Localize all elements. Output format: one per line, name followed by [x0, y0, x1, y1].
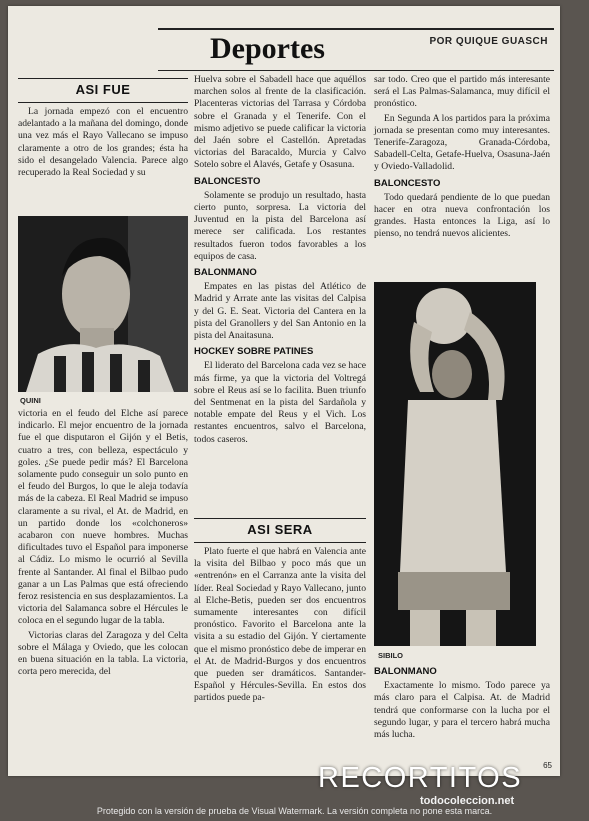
sibilo-caption: SIBILO: [378, 651, 404, 660]
column-2: [194, 74, 366, 448]
section-masthead: [158, 28, 554, 71]
asi-sera-intro: Plato fuerte el que habrá en Valencia ante la visita del Bilbao y poco más que un «entrenón» en el Carranza ante la visita del líder. Real Sociedad y Rayo Vallecano, junto al Elche-Betis, pueden ser dos encuentros sumamente interesantes con difícil pronóstico. Favorito el Barcelona ante la visita a su estadio del Gijón. Y ciertamente que el mismo pronóstico debe de imperar en el At. de Madrid-Burgos y dos encuentros que pueden ser dramáticos. Santander-Español y Hércules-Sevilla. En estos dos partidos puede pa-: [194, 546, 366, 704]
recortitos-watermark: RECORTITOS: [318, 762, 523, 794]
asi-fue-col2-paragraph: Huelva sobre el Sabadell hace que aquéllos marchen solos al frente de la clasificación. Placenteras victorias del Tarrasa y Córdoba sobre el Granada y el Tenerife. Con el mismo adjetivo se puede calificar la victoria del Jaén sobre el Castellón. Apretadas victorias del Baracaldo, Murcia y Calvo Sotelo sobre el Alavés, Getafe y Osasuna.: [194, 74, 366, 171]
column-1-bottom: [18, 408, 188, 680]
asi-fue-balonmano-text: Empates en las pistas del Atlético de Madrid y Arrate ante las visitas del Calpisa y del G. E. Seat. Victoria del Cantera en la pista del Granollers y del San Antonio en la pista del Anaitasuna.: [194, 281, 366, 342]
asi-sera-col3-top: sar todo. Creo que el partido más interesante será el Las Palmas-Salamanca, muy difícil el pronóstico.: [374, 74, 550, 110]
asi-fue-hockey-heading: HOCKEY SOBRE PATINES: [194, 346, 314, 358]
asi-fue-rule-top: [18, 78, 188, 79]
column-2-bottom: [194, 546, 366, 707]
quini-caption: QUINI: [20, 396, 41, 405]
asi-fue-rule-bottom: [18, 102, 188, 103]
asi-sera-rule-bottom: [194, 542, 366, 543]
asi-fue-balonmano-heading: BALONMANO: [194, 267, 257, 279]
asi-fue-hockey-text: El liderato del Barcelona cada vez se hace más firme, ya que la victoria del Voltregá sobre el Reus así se lo facilita. Buen triunfo del Sentmenat en la pista del Sardañola y notable empate del Reus y el Vich. Los restantes encuentros, salvo el Barcelona, todos caseros.: [194, 360, 366, 445]
sibilo-photo: [374, 282, 536, 646]
column-1-top: [18, 106, 188, 181]
watermark-footer-note: Protegido con la versión de prueba de Visual Watermark. La versión completa no pone esta marca.: [96, 806, 493, 816]
column-3-bottom: [374, 666, 550, 743]
asi-sera-baloncesto-heading: BALONCESTO: [374, 177, 441, 189]
asi-sera-balonmano-heading: BALONMANO: [374, 666, 437, 677]
quini-illustration: [18, 216, 188, 392]
todocoleccion-watermark: todocoleccion.net: [420, 795, 515, 807]
sibilo-illustration: [374, 282, 536, 646]
asi-fue-baloncesto-heading: BALONCESTO: [194, 175, 261, 187]
asi-fue-baloncesto-text: Solamente se produjo un resultado, hasta cierto punto, sorpresa. La victoria del Juventud en la pista del Barcelona así merece ser calificada. Los restantes resultados fueron todos favorables a los equipos de casa.: [194, 189, 366, 262]
page-number: 65: [543, 761, 552, 770]
asi-fue-col1-paragraph-1: victoria en el feudo del Elche así parece indicarlo. El mejor encuentro de la jornada fue el que disputaron el Gijón y el Betis, cuatro a tres, con belleza, espectáculo y goles. ¿Se puede pedir más? El Barcelona solamente pudo conseguir un solo punto en el feudo del Burgos, lo que le aleja todavía más de la cabeza. El Real Madrid se impuso claramente a su rival, el At. de Madrid, en un partido donde los «colchoneros» acabaron con nueve hombres. Muchas dificultades tuvo el Español para imponerse al Cádiz. Lo mismo le ocurrió al Sevilla frente al Santander. Al final el Bilbao pudo ganar a un Las Palmas que está ofreciendo feroz resistencia en sus desplazamientos. La victoria del Salamanca sobre el Hércules le coloca en el segundo lugar de la tabla.: [18, 408, 188, 627]
asi-sera-segunda: En Segunda A los partidos para la próxima jornada se presentan como muy interesantes. Tenerife-Zaragoza, Granada-Córdoba, Sabadell-Celta, Getafe-Huelva, Osasuna-Jaén y Oviedo-Valladolid.: [374, 112, 550, 173]
magazine-page: [8, 6, 560, 776]
asi-sera-title: ASI SERA: [247, 522, 313, 537]
asi-sera-balonmano-text: Exactamente lo mismo. Todo parece ya más claro para el Calpisa. At. de Madrid tendrá que conformarse con la lucha por el segundo lugar, y para el tercero habrá mucha más lucha.: [374, 680, 550, 741]
asi-sera-baloncesto-text: Todo quedará pendiente de lo que puedan hacer en otra nueva confrontación los grandes. Hasta entonces la Liga, así lo pienso, no tendrá nuevos alicientes.: [374, 191, 550, 240]
column-3: [374, 74, 550, 243]
quini-photo: [18, 216, 188, 392]
section-title: Deportes: [210, 32, 325, 65]
asi-fue-intro: La jornada empezó con el encuentro adelantado a la mañana del domingo, donde una vez más el Rayo Vallecano se impuso claramente a otro de los grandes; ésta ha sido el desangelado Valencia. Parece algo recuperado la Real Sociedad y su: [18, 106, 188, 179]
asi-fue-title: ASI FUE: [75, 82, 131, 97]
byline: POR QUIQUE GUASCH: [429, 36, 548, 47]
asi-sera-rule-top: [194, 518, 366, 519]
asi-fue-col1-paragraph-2: Victorias claras del Zaragoza y del Celta sobre el Málaga y Oviedo, que les colocan en buena situación en la tabla. La victoria, corta pero merecida, del: [18, 629, 188, 678]
